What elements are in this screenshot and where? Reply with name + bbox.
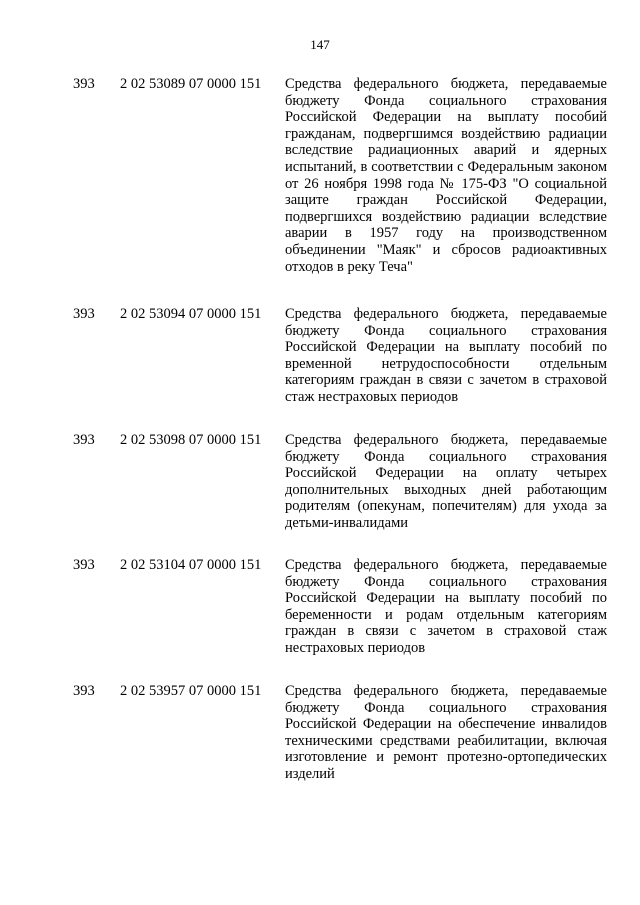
admin-code: 393 — [73, 76, 95, 92]
admin-code: 393 — [73, 557, 95, 573]
income-description: Средства федерального бюджета, передаваемые бюджету Фонда социального страхования Российской Федерации на выплату пособий по беременности и родам отдельным категориям граждан в связи с зачетом в страховой стаж нестраховых периодов — [285, 557, 607, 656]
income-code: 2 02 53098 07 0000 151 — [120, 432, 262, 448]
income-description: Средства федерального бюджета, передаваемые бюджету Фонда социального страхования Российской Федерации на выплату пособий по временной нетрудоспособности отдельным категориям граждан в связи с зачетом в страховой стаж нестраховых периодов — [285, 306, 607, 405]
income-code: 2 02 53104 07 0000 151 — [120, 557, 262, 573]
admin-code: 393 — [73, 683, 95, 699]
page-number: 147 — [310, 37, 330, 52]
income-description: Средства федерального бюджета, передаваемые бюджету Фонда социального страхования Российской Федерации на оплату четырех дополнительных выходных дней работающим родителям (опекунам, попечителям) для ухода за детьми-инвалидами — [285, 432, 607, 531]
income-description: Средства федерального бюджета, передаваемые бюджету Фонда социального страхования Российской Федерации на обеспечение инвалидов техническими средствами реабилитации, включая изготовление и ремонт протезно-ортопедических изделий — [285, 683, 607, 782]
admin-code: 393 — [73, 306, 95, 322]
income-code: 2 02 53957 07 0000 151 — [120, 683, 262, 699]
income-code: 2 02 53094 07 0000 151 — [120, 306, 262, 322]
admin-code: 393 — [73, 432, 95, 448]
income-description: Средства федерального бюджета, передаваемые бюджету Фонда социального страхования Российской Федерации на выплату пособий гражданам, подвергшимся воздействию радиации вследствие радиационных аварий и ядерных испытаний, в соответствии с Федеральным законом от 26 ноября 1998 года № 175-ФЗ "О социальной защите граждан Российской Федерации, подвергшихся воздействию радиации вследствие аварии в 1957 году на производственном объединении "Маяк" и сбросов радиоактивных отходов в реку Теча" — [285, 76, 607, 275]
income-code: 2 02 53089 07 0000 151 — [120, 76, 262, 92]
